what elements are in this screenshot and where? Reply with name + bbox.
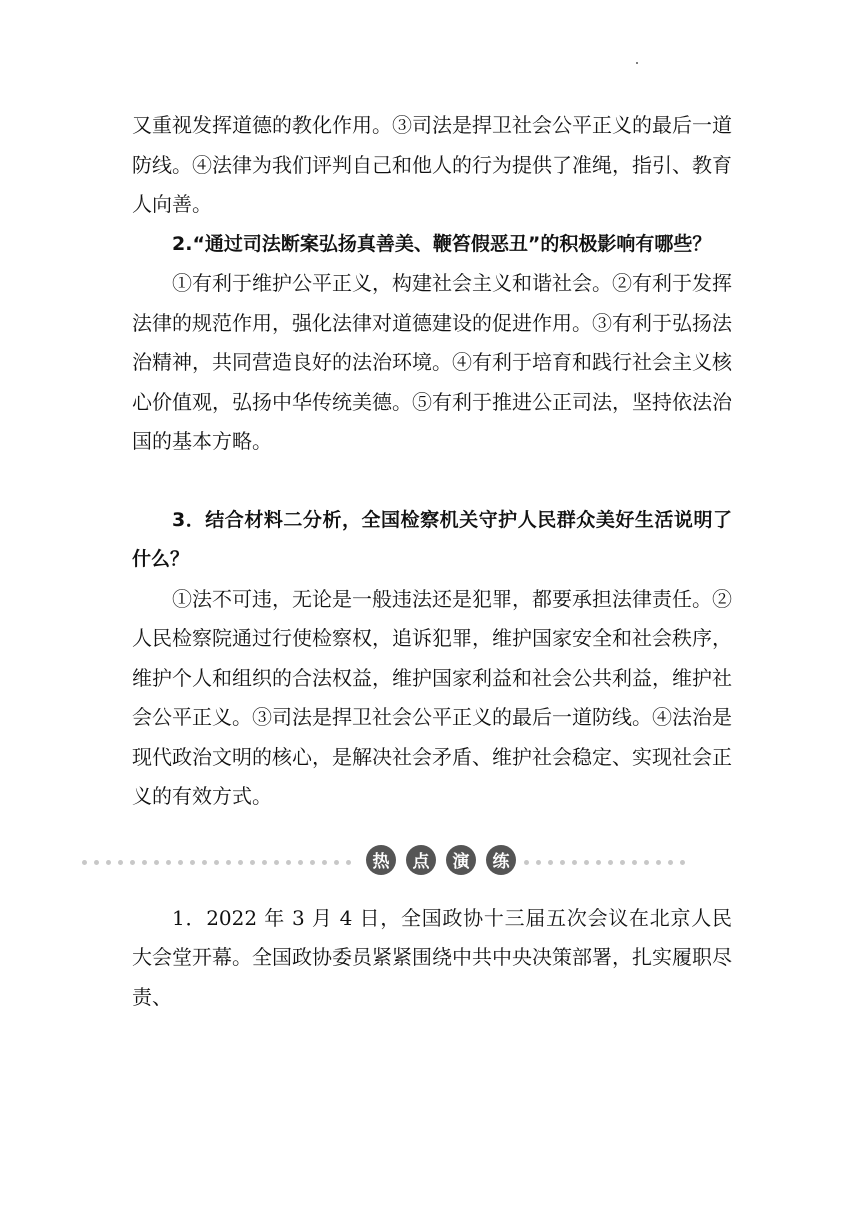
paragraph-continuation: 又重视发挥道德的教化作用。③司法是捍卫社会公平正义的最后一道防线。④法律为我们评判自己和他人的行为提供了准绳，指引、教育人向善。 (132, 113, 732, 216)
dot (250, 860, 255, 865)
question-2: 2.“通过司法断案弘扬真善美、鞭笞假恶丑”的积极影响有哪些？ (172, 232, 712, 255)
dot (346, 860, 351, 865)
dot (106, 860, 111, 865)
content-area (132, 106, 732, 1017)
dot (226, 860, 231, 865)
dot (154, 860, 159, 865)
dot (524, 860, 529, 865)
dot (202, 860, 207, 865)
dot (190, 860, 195, 865)
dot (178, 860, 183, 865)
section-banner (0, 831, 860, 895)
banner-char: 热 (366, 845, 396, 875)
dot (680, 860, 685, 865)
dot (262, 860, 267, 865)
dot (214, 860, 219, 865)
dot (620, 860, 625, 865)
dot (322, 860, 327, 865)
dotted-line-left (82, 860, 360, 866)
dot (656, 860, 661, 865)
dot (548, 860, 553, 865)
dot (608, 860, 613, 865)
dot (560, 860, 565, 865)
dot (644, 860, 649, 865)
banner-char: 演 (446, 845, 476, 875)
dot (668, 860, 673, 865)
dot (130, 860, 135, 865)
banner-title (366, 845, 516, 875)
dot (94, 860, 99, 865)
dot (596, 860, 601, 865)
practice-question-1: 1．2022 年 3 月 4 日，全国政协十三届五次会议在北京人民大会堂开幕。全国政协委员紧紧围绕中共中央决策部署，扎实履职尽责、 (132, 905, 732, 1009)
dot (118, 860, 123, 865)
dot (166, 860, 171, 865)
dotted-line-right (524, 860, 694, 866)
dot (584, 860, 589, 865)
dot (572, 860, 577, 865)
dot (82, 860, 87, 865)
dot (238, 860, 243, 865)
spacer (132, 462, 732, 501)
page-mark (636, 62, 638, 64)
dot (310, 860, 315, 865)
dot (334, 860, 339, 865)
banner-char: 练 (486, 845, 516, 875)
dot (298, 860, 303, 865)
dot (142, 860, 147, 865)
dot (286, 860, 291, 865)
dot (632, 860, 637, 865)
dot (274, 860, 279, 865)
answer-2: ①有利于维护公平正义，构建社会主义和谐社会。②有利于发挥法律的规范作用，强化法律对道德建设的促进作用。③有利于弘扬法治精神，共同营造良好的法治环境。④有利于培育和践行社会主义核心价值观，弘扬中华传统美德。⑤有利于推进公正司法，坚持依法治国的基本方略。 (132, 271, 732, 453)
banner-char: 点 (406, 845, 436, 875)
question-3: 3．结合材料二分析，全国检察机关守护人民群众美好生活说明了什么？ (132, 508, 732, 570)
answer-3: ①法不可违，无论是一般违法还是犯罪，都要承担法律责任。②人民检察院通过行使检察权，追诉犯罪，维护国家安全和社会秩序，维护个人和组织的合法权益，维护国家利益和社会公共利益，维护社会公平正义。③司法是捍卫社会公平正义的最后一道防线。④法治是现代政治文明的核心，是解决社会矛盾、维护社会稳定、实现社会正义的有效方式。 (132, 586, 732, 808)
dot (536, 860, 541, 865)
